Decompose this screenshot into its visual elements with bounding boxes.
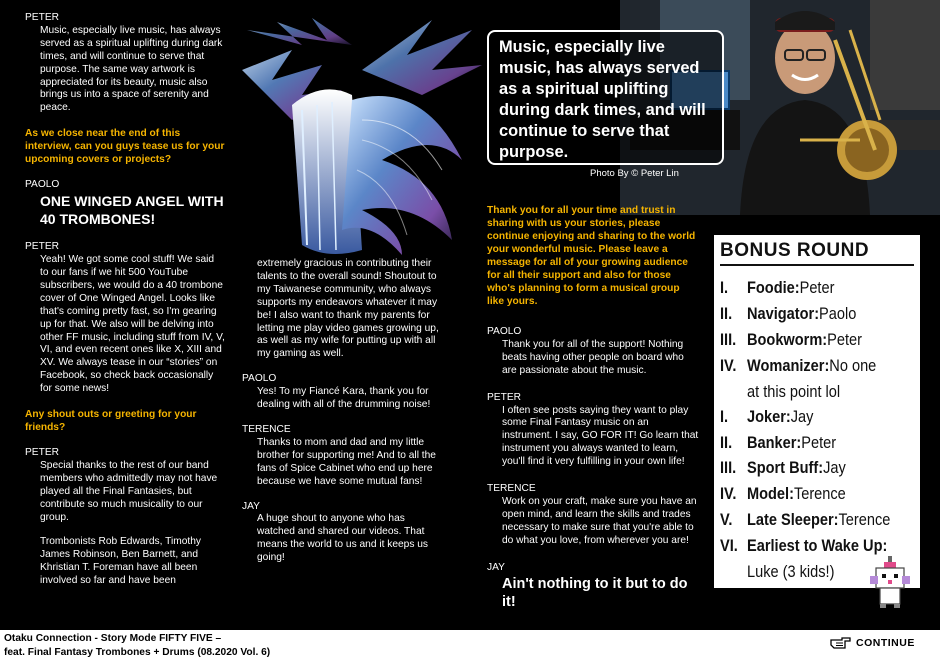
column-1 — [25, 12, 225, 588]
interview-question: As we close near the end of this interview, can you guys tease us for your upcoming covers or projects? — [25, 128, 225, 166]
speaker-name: PETER — [25, 12, 59, 23]
bonus-row-number: VI. — [720, 537, 738, 556]
footer-bar — [0, 630, 940, 665]
bonus-round-panel — [714, 235, 920, 588]
bonus-row — [720, 482, 895, 508]
bonus-row-label: Model: — [747, 485, 794, 504]
answer-text: Music, especially live music, has always served as a spiritual uplifting during dark times, and will continue to serve that purpose. The same way artwork is appreciated for its beauty, music also brings us into a space of serenity and peace. — [40, 24, 223, 114]
continue-button[interactable] — [830, 635, 915, 651]
bonus-row-number: IV. — [720, 356, 737, 375]
speaker-name: PAOLO — [487, 326, 522, 337]
bonus-row-number: I. — [720, 279, 729, 297]
moogle-icon — [866, 556, 914, 608]
column-2 — [242, 258, 442, 565]
speaker-name: TERENCE — [487, 483, 536, 495]
answer-text: Special thanks to the rest of our band members who admittedly may not have played all the Final Fantasies, but contribute so much musicality to our group. — [40, 459, 218, 523]
answer-text: I often see posts saying they want to play some Final Fantasy music on an instrument. I say, GO FOR IT! Go learn that instrument you always wanted to learn, you'll find it very fulfilling in your own life! — [502, 404, 699, 468]
bonus-row-label: Foodie: — [747, 279, 800, 297]
answer-text: Work on your craft, make sure you have an open mind, and learn the skills and trades necessary to make sure that you're able to do what you love, from wherever you are! — [502, 495, 697, 546]
bonus-row-value: Peter — [801, 433, 837, 452]
bonus-row-number: II. — [720, 433, 733, 452]
bonus-row-label: Womanizer: — [747, 356, 830, 375]
pointing-hand-icon — [830, 635, 852, 651]
answer-highlight: Ain't nothing to it but to do it! — [502, 575, 688, 610]
speaker-name: PETER — [25, 241, 59, 253]
pull-quote — [487, 30, 724, 165]
bonus-row-value: Peter — [799, 279, 835, 297]
bonus-row-value: Paolo — [819, 304, 857, 323]
speaker-name: PAOLO — [25, 179, 60, 191]
bonus-row-label: Banker: — [747, 433, 802, 452]
bonus-round-title: BONUS ROUND — [720, 240, 914, 266]
continue-label: CONTINUE — [856, 637, 915, 649]
bonus-row-label: Joker: — [747, 407, 791, 426]
answer-text: Thank you for all of the support! Nothing beats having other people on board who are passionate about the music. — [502, 338, 684, 376]
pull-quote-text: Music, especially live music, has always served as a spiritual uplifting during dark times, and will continue to serve that purpose. — [499, 38, 706, 161]
bonus-row-continuation: Luke (3 kids!) — [747, 563, 835, 582]
bonus-row-value: Jay — [823, 459, 846, 478]
answer-text: Trombonists Rob Edwards, Timothy James Robinson, Ben Barnett, and Khristian T. Foreman have all been involved so far and have been — [40, 536, 201, 587]
bonus-row — [720, 302, 895, 328]
speaker-name: TERENCE — [242, 423, 291, 435]
answer-text: A huge shout to anyone who has watched and shared our videos. That means the world to us and it keeps us going! — [257, 513, 429, 564]
bonus-row — [720, 508, 895, 534]
bonus-row — [720, 431, 895, 457]
answer-highlight: ONE WINGED ANGEL WITH 40 TROMBONES! — [40, 193, 224, 228]
one-winged-angel-emblem — [232, 10, 492, 260]
bonus-row — [720, 354, 895, 380]
bonus-row-label: Sport Buff: — [747, 459, 824, 478]
bonus-row-number: V. — [720, 511, 733, 530]
answer-text: extremely gracious in contributing their talents to the overall sound! Shoutout to my Taiwanese community, who always supports my endeavors whatever it may be! I also want to thank my parents for letting me play video games growing up, as well as my wife for putting up with all my gaming as well. — [257, 258, 439, 360]
speaker-name: JAY — [487, 561, 505, 573]
bonus-row — [720, 328, 895, 354]
bonus-row-label: Late Sleeper: — [747, 511, 839, 530]
answer-text: Thanks to mom and dad and my little brother for supporting me! And to all the fans of Spice Cabinet who end up here because we have some mutual fans! — [257, 436, 436, 487]
footer-line-2: feat. Final Fantasy Trombones + Drums (08.2020 Vol. 6) — [4, 647, 271, 658]
footer-credit — [4, 632, 270, 660]
answer-text: Yes! To my Fiancé Kara, thank you for dealing with all of the drumming noise! — [257, 386, 431, 411]
speaker-name: PETER — [25, 447, 59, 459]
speaker-name: PAOLO — [242, 373, 277, 385]
interview-question: Any shout outs or greeting for your friends? — [25, 409, 197, 434]
answer-text: Yeah! We got some cool stuff! We said to our fans if we hit 500 YouTube subscribers, we would do a 40 trombone cover of One Winged Angel. Looks like that's coming pretty fast, so I'm gearing up for that. We also will be delving into other FF music, including stuff from IV, V, VI, and even recent ones like X, XIII and XV. We always tease in our “stories” on Facebook, so check back occasionally for some news! — [40, 254, 225, 395]
bonus-row — [720, 456, 895, 482]
column-3 — [487, 204, 699, 611]
bonus-row-number: II. — [720, 304, 733, 323]
bonus-row-label: Navigator: — [747, 304, 820, 323]
bonus-row-value: Peter — [827, 330, 862, 349]
bonus-row-number: III. — [720, 459, 737, 478]
speaker-name: JAY — [242, 500, 260, 512]
speaker-name: PETER — [487, 391, 521, 403]
bonus-row-label: Earliest to Wake Up: — [747, 537, 888, 556]
interview-question: Thank you for all your time and trust in sharing with us your stories, please continue enjoying and sharing to the world your wonderful music. Please leave a message for all of your growing audience for all their support and also for those who's planning to form a musical group like yours. — [487, 205, 696, 307]
bonus-row-number: IV. — [720, 485, 737, 504]
bonus-row-value: Terence — [793, 485, 846, 504]
bonus-row-number: III. — [720, 330, 737, 349]
bonus-row-value: No one — [829, 356, 877, 375]
bonus-row-continuation: at this point lol — [747, 382, 841, 401]
bonus-row-label: Bookworm: — [747, 330, 828, 349]
bonus-row-value: Jay — [790, 407, 814, 426]
bonus-row-number: I. — [720, 407, 729, 426]
footer-line-1: Otaku Connection - Story Mode FIFTY FIVE – — [4, 633, 222, 644]
bonus-row — [720, 405, 895, 431]
bonus-row-value: Terence — [838, 511, 891, 530]
photo-caption: Photo By © Peter Lin — [590, 168, 679, 179]
bonus-row — [720, 276, 895, 302]
